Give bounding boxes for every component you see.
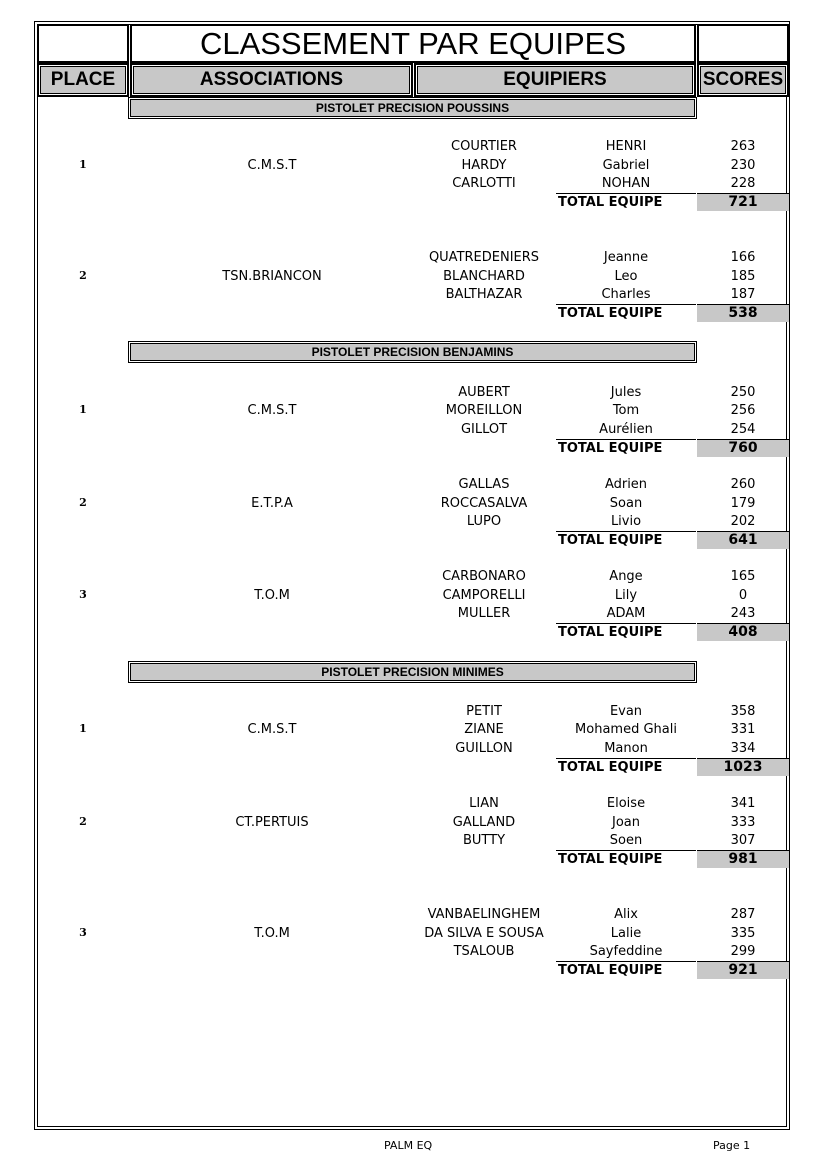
member-score: 333	[730, 815, 756, 830]
header-blank-left	[37, 24, 129, 63]
member-score: 165	[730, 569, 756, 584]
member-lastname: DA SILVA E SOUSA	[424, 926, 544, 941]
team-total-label: TOTAL EQUIPE	[556, 850, 696, 868]
member-score: 307	[730, 833, 756, 848]
member-score: 287	[730, 907, 756, 922]
member-firstname: Ange	[609, 569, 643, 584]
team-place: 3	[79, 926, 87, 939]
team-total-score: 641	[697, 531, 789, 549]
member-firstname: Manon	[604, 741, 648, 756]
member-firstname: Gabriel	[602, 158, 650, 173]
member-lastname: ZIANE	[464, 722, 504, 737]
section-title: PISTOLET PRECISION POUSSINS	[128, 97, 697, 119]
team-total-score: 760	[697, 439, 789, 457]
member-lastname: GUILLON	[455, 741, 513, 756]
member-score: 230	[730, 158, 756, 173]
team-total-label: TOTAL EQUIPE	[556, 758, 696, 776]
member-lastname: TSALOUB	[453, 944, 515, 959]
member-firstname: Alix	[614, 907, 638, 922]
member-firstname: Leo	[614, 269, 638, 284]
member-score: 228	[730, 176, 756, 191]
team-total-score: 981	[697, 850, 789, 868]
member-score: 250	[730, 385, 756, 400]
team-total-label: TOTAL EQUIPE	[556, 439, 696, 457]
team-total-score: 721	[697, 193, 789, 211]
member-score: 335	[730, 926, 756, 941]
member-lastname: HARDY	[461, 158, 507, 173]
member-firstname: Sayfeddine	[589, 944, 663, 959]
member-firstname: Tom	[612, 403, 640, 418]
member-firstname: NOHAN	[601, 176, 651, 191]
column-header-equipiers: EQUIPIERS	[414, 63, 696, 97]
member-lastname: ROCCASALVA	[440, 496, 528, 511]
member-lastname: MULLER	[457, 606, 511, 621]
member-firstname: Eloise	[606, 796, 646, 811]
member-score: 202	[730, 514, 756, 529]
team-association: C.M.S.T	[247, 403, 297, 418]
member-score: 260	[730, 477, 756, 492]
member-firstname: ADAM	[606, 606, 646, 621]
footer-page-number: Page 1	[713, 1139, 751, 1152]
team-association: C.M.S.T	[247, 158, 297, 173]
member-firstname: Soen	[609, 833, 643, 848]
page-title: CLASSEMENT PAR EQUIPES	[130, 24, 696, 63]
member-score: 263	[730, 139, 756, 154]
team-association: TSN.BRIANCON	[222, 269, 322, 284]
member-lastname: GALLAND	[452, 815, 516, 830]
team-total-score: 921	[697, 961, 789, 979]
team-association: T.O.M	[254, 588, 290, 603]
section-title: PISTOLET PRECISION BENJAMINS	[128, 341, 697, 363]
member-lastname: BLANCHARD	[443, 269, 525, 284]
member-lastname: AUBERT	[458, 385, 510, 400]
member-score: 0	[738, 588, 748, 603]
team-place: 2	[79, 496, 87, 509]
team-total-label: TOTAL EQUIPE	[556, 623, 696, 641]
member-lastname: BUTTY	[462, 833, 506, 848]
team-association: C.M.S.T	[247, 722, 297, 737]
member-firstname: Charles	[601, 287, 651, 302]
member-lastname: MOREILLON	[445, 403, 523, 418]
team-place: 1	[79, 158, 87, 171]
member-lastname: PETIT	[466, 704, 502, 719]
member-lastname: GALLAS	[458, 477, 510, 492]
team-total-label: TOTAL EQUIPE	[556, 193, 696, 211]
member-firstname: Aurélien	[599, 422, 653, 437]
member-firstname: Jules	[610, 385, 642, 400]
team-place: 2	[79, 815, 87, 828]
team-place: 1	[79, 722, 87, 735]
team-place: 2	[79, 269, 87, 282]
member-score: 334	[730, 741, 756, 756]
member-lastname: BALTHAZAR	[445, 287, 523, 302]
member-lastname: LIAN	[469, 796, 499, 811]
member-firstname: Lalie	[610, 926, 642, 941]
member-score: 256	[730, 403, 756, 418]
member-score: 185	[730, 269, 756, 284]
member-score: 341	[730, 796, 756, 811]
team-place: 1	[79, 403, 87, 416]
member-firstname: Lily	[614, 588, 638, 603]
member-score: 243	[730, 606, 756, 621]
member-firstname: Soan	[609, 496, 643, 511]
column-header-place: PLACE	[37, 63, 129, 97]
member-firstname: Evan	[609, 704, 643, 719]
member-lastname: CAMPORELLI	[442, 588, 526, 603]
member-firstname: HENRI	[605, 139, 647, 154]
member-firstname: Joan	[612, 815, 640, 830]
team-association: E.T.P.A	[251, 496, 293, 511]
team-total-score: 1023	[697, 758, 789, 776]
member-score: 331	[730, 722, 756, 737]
member-score: 299	[730, 944, 756, 959]
member-score: 254	[730, 422, 756, 437]
member-lastname: LUPO	[466, 514, 502, 529]
header-blank-right	[697, 24, 789, 63]
member-lastname: CARLOTTI	[452, 176, 516, 191]
member-lastname: QUATREDENIERS	[428, 250, 540, 265]
member-lastname: CARBONARO	[442, 569, 526, 584]
member-score: 166	[730, 250, 756, 265]
member-lastname: COURTIER	[451, 139, 517, 154]
member-firstname: Mohamed Ghali	[575, 722, 677, 737]
member-firstname: Adrien	[604, 477, 648, 492]
member-lastname: VANBAELINGHEM	[427, 907, 541, 922]
member-lastname: GILLOT	[460, 422, 508, 437]
team-total-label: TOTAL EQUIPE	[556, 961, 696, 979]
team-association: CT.PERTUIS	[235, 815, 309, 830]
member-firstname: Jeanne	[603, 250, 649, 265]
member-score: 179	[730, 496, 756, 511]
footer-document-name: PALM EQ	[384, 1139, 433, 1152]
section-title: PISTOLET PRECISION MINIMES	[128, 661, 697, 683]
team-total-label: TOTAL EQUIPE	[556, 304, 696, 322]
team-place: 3	[79, 588, 87, 601]
team-total-score: 538	[697, 304, 789, 322]
member-firstname: Livio	[610, 514, 642, 529]
column-header-associations: ASSOCIATIONS	[130, 63, 413, 97]
team-total-label: TOTAL EQUIPE	[556, 531, 696, 549]
member-score: 187	[730, 287, 756, 302]
member-score: 358	[730, 704, 756, 719]
team-association: T.O.M	[254, 926, 290, 941]
team-total-score: 408	[697, 623, 789, 641]
column-header-scores: SCORES	[697, 63, 789, 97]
